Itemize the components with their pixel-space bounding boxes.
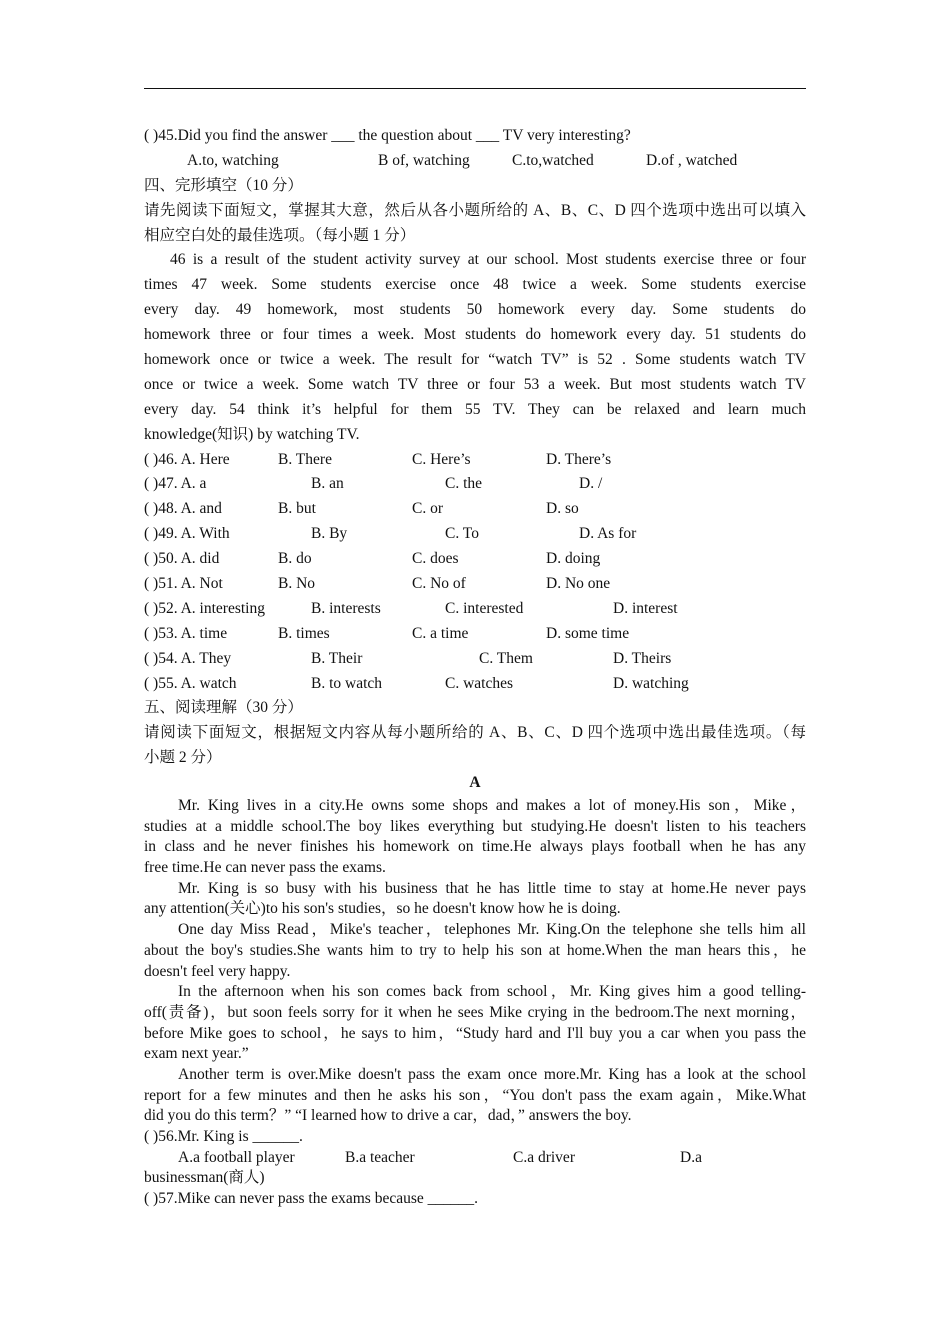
q56-option-b: B.a teacher [345, 1148, 415, 1166]
question-stem: ( )49. A. With [144, 525, 230, 543]
option-d: D. interest [613, 599, 678, 617]
option-d: D. Theirs [613, 649, 672, 667]
option-c: C. To [445, 525, 479, 543]
option-d: D. some time [546, 624, 630, 642]
section4-instruction-1: 请先阅读下面短文，掌握其大意，然后从各小题所给的 A、B、C、D 四个选项中选出可以填入 [144, 201, 806, 219]
cloze-line: 46 is a result of the student activity survey at our school. Most students exercise three or four [170, 251, 806, 269]
section4-instruction-2: 相应空白处的最佳选项。（每小题 1 分） [144, 226, 416, 244]
passage-line: Mr. King is so busy with his business that he has little time to stay at home.He never pays [178, 879, 806, 897]
q45-option-c: C.to,watched [512, 151, 594, 169]
option-c: C. a time [412, 624, 469, 642]
reading-passage [144, 796, 806, 1210]
passage-line: One day Miss Read，Mike's teacher，telephones Mr. King.On the telephone she tells him all [178, 921, 806, 939]
option-d: D. There’s [546, 450, 612, 468]
option-b: B. do [278, 550, 312, 568]
passage-line: before Mike goes to school，he says to him，“Study hard and I'll buy you a car when you pass the [144, 1024, 806, 1042]
option-b: B. to watch [311, 674, 383, 692]
passage-line: doesn't feel very happy. [144, 962, 291, 980]
cloze-question-55 [144, 672, 806, 697]
question-stem: ( )51. A. Not [144, 575, 223, 593]
cloze-line: once or twice a week. Some watch TV three or four 53 a week. But most students watch TV [144, 375, 806, 393]
cloze-question-51 [144, 572, 806, 597]
question-stem: ( )47. A. a [144, 475, 207, 493]
option-b: B. No [278, 575, 316, 593]
q45-option-d: D.of , watched [646, 151, 738, 169]
option-b: B. an [311, 475, 344, 493]
passage-line: report for a few minutes and then he asks his son，“You don't pass the exam again，Mike.What [144, 1086, 806, 1104]
question-stem: ( )50. A. did [144, 550, 220, 568]
section5-instruction-1: 请阅读下面短文，根据短文内容从每小题所给的 A、B、C、D 四个选项中选出最佳选项。（每 [144, 724, 806, 742]
option-b: B. but [278, 500, 316, 518]
option-b: B. times [278, 624, 330, 642]
cloze-line: every day. 49 homework, most students 50 homework every day. Some students do [144, 301, 806, 319]
question-stem: ( )46. A. Here [144, 450, 230, 468]
question-stem: ( )55. A. watch [144, 674, 237, 692]
cloze-question-48 [144, 497, 806, 522]
q56-options [144, 1148, 806, 1169]
option-d: D. watching [613, 674, 689, 692]
passage-line: free time.He can never pass the exams. [144, 859, 386, 877]
q45-option-a: A.to, watching [187, 151, 279, 169]
option-b: B. interests [311, 599, 381, 617]
cloze-line: every day. 54 think it’s helpful for them 55 TV. They can be relaxed and learn much [144, 400, 806, 418]
passage-line: off(责备)，but soon feels sorry for it when he sees Mike crying in the bedroom.The next morning， [144, 1003, 806, 1021]
passage-line: about the boy's studies.She wants him to try to help his son at home.When the man hears this，he [144, 941, 806, 959]
passage-line: Mr. King lives in a city.He owns some shops and makes a lot of money.His son，Mike， [178, 797, 806, 815]
passage-line: Another term is over.Mike doesn't pass the exam once more.Mr. King has a look at the school [178, 1065, 806, 1083]
option-b: B. By [311, 525, 348, 543]
cloze-question-52 [144, 597, 806, 622]
cloze-question-53 [144, 622, 806, 647]
cloze-line: times 47 week. Some students exercise once 48 twice a week. Some students exercise [144, 276, 806, 294]
option-b: B. Their [311, 649, 363, 667]
q56-option-d: D.a [680, 1148, 702, 1166]
cloze-line: homework once or twice a week. The result for “watch TV” is 52 . Some students watch TV [144, 351, 806, 369]
question-stem: ( )54. A. They [144, 649, 232, 667]
question-stem: ( )52. A. interesting [144, 599, 265, 617]
q56-stem: ( )56.Mr. King is ______. [144, 1128, 303, 1146]
passage-line: studies at a middle school.The boy likes everything but studying.He doesn't listen to his teachers [144, 817, 806, 835]
section4-heading: 四、完形填空（10 分） [144, 176, 303, 194]
passage-line: in class and he never finishes his homework on time.He always plays football when he has any [144, 838, 806, 856]
option-d: D. / [579, 475, 603, 493]
cloze-question-50 [144, 547, 806, 572]
option-c: C. watches [445, 674, 514, 692]
cloze-line: knowledge(知识) by watching TV. [144, 425, 360, 443]
option-d: D. doing [546, 550, 601, 568]
question-stem: ( )48. A. and [144, 500, 222, 518]
q56-option-d-wrap: businessman(商人) [144, 1169, 265, 1187]
q45-options [144, 149, 806, 174]
section5-instruction-2: 小题 2 分） [144, 749, 222, 767]
q57-stem: ( )57.Mike can never pass the exams because ______. [144, 1190, 478, 1208]
passage-line: did you do this term？” “I learned how to drive a car，dad，” answers the boy. [144, 1107, 632, 1125]
cloze-question-49 [144, 522, 806, 547]
option-d: D. As for [579, 525, 637, 543]
option-c: C. does [412, 550, 459, 568]
option-c: C. No of [412, 575, 466, 593]
q56-option-a: A.a football player [178, 1148, 295, 1166]
option-b: B. There [278, 450, 332, 468]
option-d: D. No one [546, 575, 611, 593]
option-c: C. interested [445, 599, 524, 617]
cloze-question-54 [144, 647, 806, 672]
question-stem: ( )53. A. time [144, 624, 228, 642]
option-c: C. Them [479, 649, 533, 667]
cloze-question-46 [144, 448, 806, 473]
q45-stem: ( )45.Did you find the answer ___ the question about ___ TV very interesting? [144, 127, 631, 144]
passage-line: exam next year.” [144, 1045, 249, 1063]
passage-line: any attention(关心)to his son's studies，so he doesn't know how he is doing. [144, 900, 621, 918]
cloze-question-47 [144, 472, 806, 497]
section5-heading: 五、阅读理解（30 分） [144, 699, 303, 717]
option-c: C. the [445, 475, 483, 493]
header-rule [144, 88, 806, 89]
q45-option-b: B of, watching [378, 151, 470, 169]
passage-title: A [469, 774, 481, 792]
passage-line: In the afternoon when his son comes back from school，Mr. King gives him a good telling- [178, 983, 806, 1001]
option-c: C. or [412, 500, 443, 518]
exam-page [144, 124, 806, 1210]
option-c: C. Here’s [412, 450, 471, 468]
option-d: D. so [546, 500, 579, 518]
q56-option-c: C.a driver [513, 1148, 575, 1166]
cloze-line: homework three or four times a week. Most students do homework every day. 51 students do [144, 326, 806, 344]
